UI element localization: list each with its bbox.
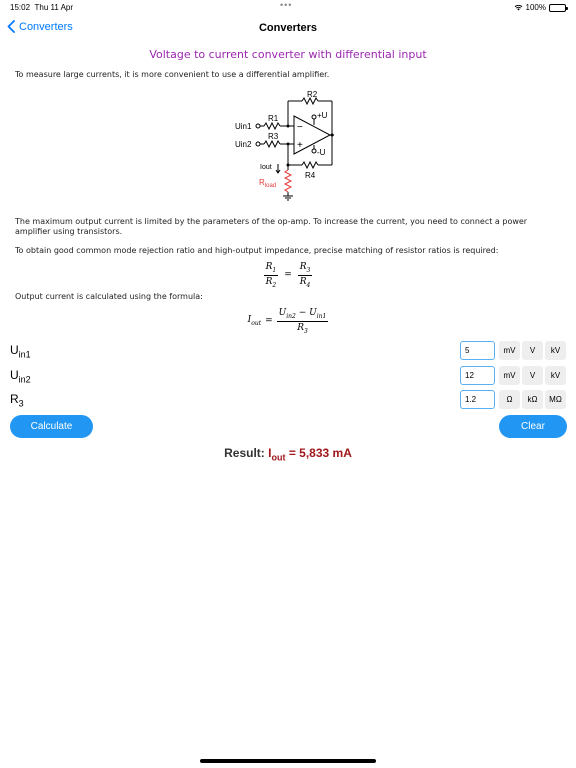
label-iout: Iout: [260, 164, 272, 171]
battery-icon: [549, 4, 566, 12]
ratio-text: To obtain good common mode rejection ratio and high-output impedance, precise matching of resistor ratios is required:: [15, 246, 499, 255]
formula-intro-text: Output current is calculated using the formula:: [15, 292, 203, 301]
status-right: [514, 3, 566, 12]
wifi-icon: [514, 4, 523, 11]
uin2-input[interactable]: [460, 366, 495, 385]
r3-unit-selector: [499, 390, 566, 409]
uin1-unit-v[interactable]: V: [522, 341, 543, 360]
uin2-label: $U_{in2}$: [10, 368, 31, 385]
label-noninverting: +: [297, 140, 303, 151]
label-vminus: -U: [317, 148, 326, 157]
multitasking-dots-icon[interactable]: •••: [280, 0, 293, 10]
uin2-unit-v[interactable]: V: [522, 366, 543, 385]
r3-unit-kohm[interactable]: kΩ: [522, 390, 543, 409]
label-vplus: +U: [317, 111, 328, 120]
r3-label: $R_3$: [10, 392, 24, 409]
battery-percent: 100%: [525, 3, 546, 12]
label-inverting: −: [297, 122, 303, 133]
label-r1: R1: [268, 114, 279, 123]
result-text: [0, 446, 576, 462]
status-bar: [0, 0, 576, 14]
uin1-label: $U_{in1}$: [10, 343, 31, 360]
label-r4: R4: [305, 171, 316, 180]
label-r2: R2: [307, 90, 318, 99]
label-r3: R3: [268, 132, 279, 141]
label-uin1: Uin1: [235, 122, 252, 131]
result-label: Result:: [224, 446, 269, 460]
uin2-unit-mv[interactable]: mV: [499, 366, 520, 385]
calculate-button[interactable]: Calculate: [10, 415, 93, 438]
home-indicator[interactable]: [200, 759, 376, 763]
r3-unit-ohm[interactable]: Ω: [499, 390, 520, 409]
circuit-diagram: [230, 88, 350, 206]
result-value: $I_{out} = 5,833$ mA: [268, 446, 352, 463]
uin2-unit-selector: [499, 366, 566, 385]
uin2-unit-kv[interactable]: kV: [545, 366, 566, 385]
label-rload: $R_{load}$: [259, 178, 277, 189]
navigation-bar: [0, 14, 576, 44]
resistor-ratio-formula: $\frac{R_1}{R_2}$ = $\frac{R_3}{R_4}$: [265, 262, 311, 289]
nav-title: Converters: [258, 22, 318, 34]
clear-button[interactable]: Clear: [499, 415, 567, 438]
uin1-input[interactable]: [460, 341, 495, 360]
r3-input[interactable]: [460, 390, 495, 409]
label-uin2: Uin2: [235, 140, 252, 149]
r3-unit-mohm[interactable]: MΩ: [545, 390, 566, 409]
intro-text: To measure large currents, it is more convenient to use a differential amplifier.: [15, 70, 330, 79]
uin1-unit-mv[interactable]: mV: [499, 341, 520, 360]
status-time: 15:02 Thu 11 Apr: [10, 3, 74, 12]
back-label: Converters: [19, 20, 73, 33]
max-current-text: The maximum output current is limited by the parameters of the op-amp. To increase the current, you need to connect a power amplifier using transistors.: [15, 217, 528, 236]
uin1-unit-selector: [499, 341, 566, 360]
output-current-formula: $I_{out}$ = $\frac{U_{in2} - U_{in1}}{R_3}$: [247, 308, 327, 335]
page-title: Voltage to current converter with differential input: [149, 48, 427, 61]
uin1-unit-kv[interactable]: kV: [545, 341, 566, 360]
